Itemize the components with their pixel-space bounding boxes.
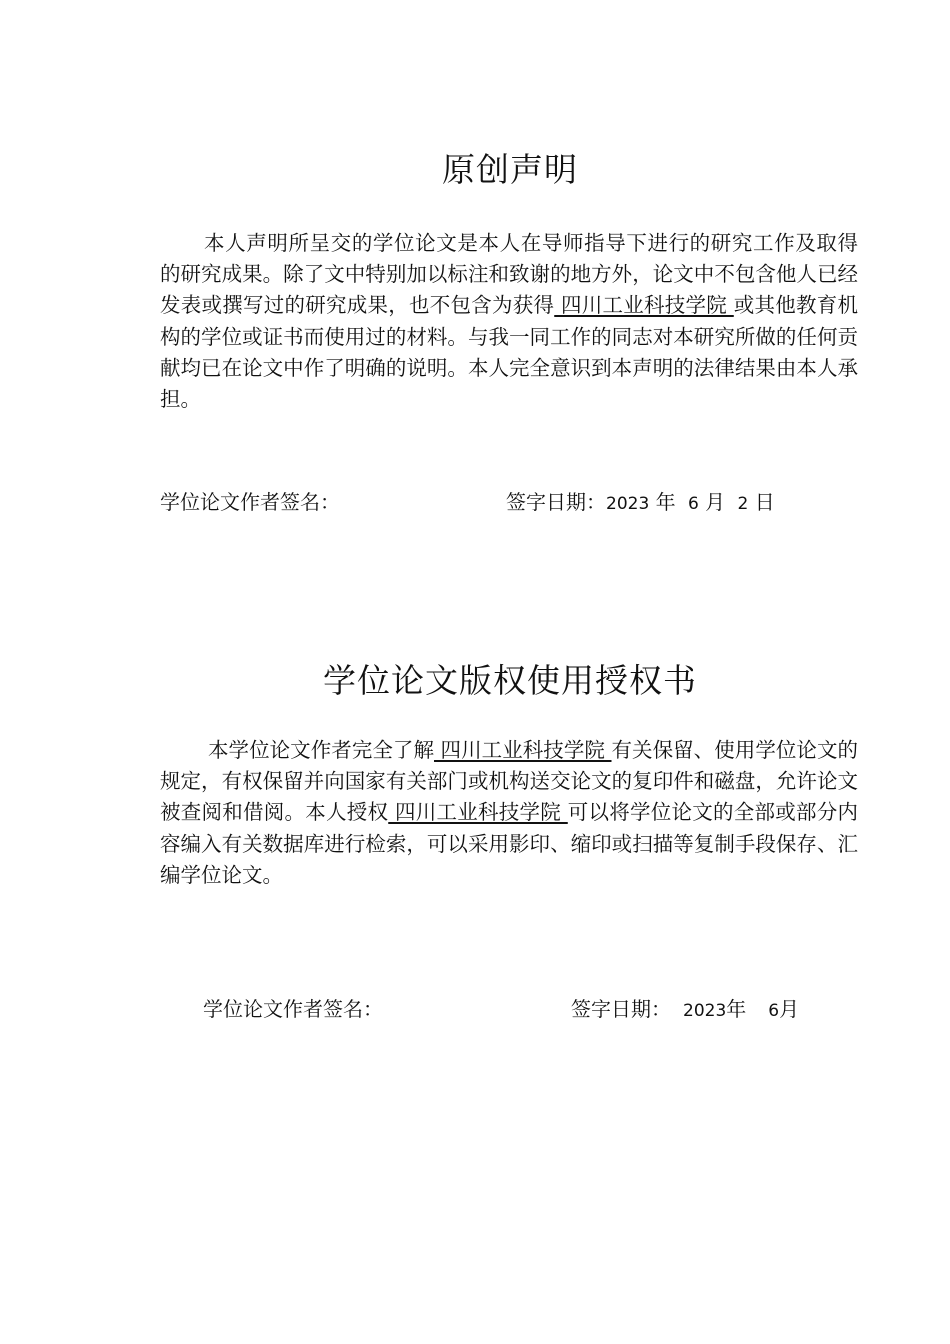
declaration-paragraph — [160, 228, 858, 415]
authorization-date-year: 2023 — [683, 1001, 727, 1021]
authorization-date-year-unit: 年 — [726, 997, 747, 1021]
declaration-date-month: 6 — [687, 494, 699, 514]
authorization-date-label: 签字日期： — [571, 997, 671, 1021]
declaration-text-2: 或其他教育机构的学位或证书而使用过的材料。与我一同工作的同志对本研究所做的任何贡献均已在论文中作了明确的说明。本人完全意识到本声明的法律结果由本人承担。 — [160, 293, 859, 412]
declaration-title: 原创声明 — [442, 150, 578, 189]
authorization-text-1: 本学位论文作者完全了解 — [208, 738, 434, 762]
authorization-text-3: 可以将学位论文的全部或部分内容编入有关数据库进行检索，可以采用影印、缩印或扫描等复制手段保存、汇编学位论文。 — [160, 800, 858, 887]
declaration-date-year-unit: 年 — [655, 490, 676, 514]
authorization-date-month: 6 — [768, 1001, 780, 1021]
authorization-paragraph — [160, 735, 858, 891]
declaration-school-name: 四川工业科技学院 — [554, 293, 734, 318]
declaration-date-month-unit: 月 — [705, 490, 726, 514]
declaration-date-day: 2 — [737, 494, 749, 514]
declaration-signature-label: 学位论文作者签名： — [160, 490, 340, 514]
declaration-date-year: 2023 — [606, 494, 650, 514]
authorization-date — [571, 993, 799, 1022]
declaration-text-1: 本人声明所呈交的学位论文是本人在导师指导下进行的研究工作及取得的研究成果。除了文中特别加以标注和致谢的地方外，论文中不包含他人已经发表或撰写过的研究成果，也不包含为获得 — [160, 231, 858, 318]
authorization-signature-label: 学位论文作者签名： — [203, 997, 383, 1021]
authorization-text-2: 有关保留、使用学位论文的规定，有权保留并向国家有关部门或机构送交论文的复印件和磁盘，允许论文被查阅和借阅。本人授权 — [160, 738, 858, 825]
authorization-school-name-2: 四川工业科技学院 — [388, 800, 568, 825]
authorization-school-name-1: 四川工业科技学院 — [434, 738, 612, 762]
declaration-date-day-unit: 日 — [754, 490, 775, 514]
authorization-date-month-unit: 月 — [779, 997, 800, 1021]
declaration-date — [506, 486, 775, 515]
authorization-title: 学位论文版权使用授权书 — [323, 661, 697, 700]
declaration-date-label: 签字日期： — [506, 490, 606, 514]
